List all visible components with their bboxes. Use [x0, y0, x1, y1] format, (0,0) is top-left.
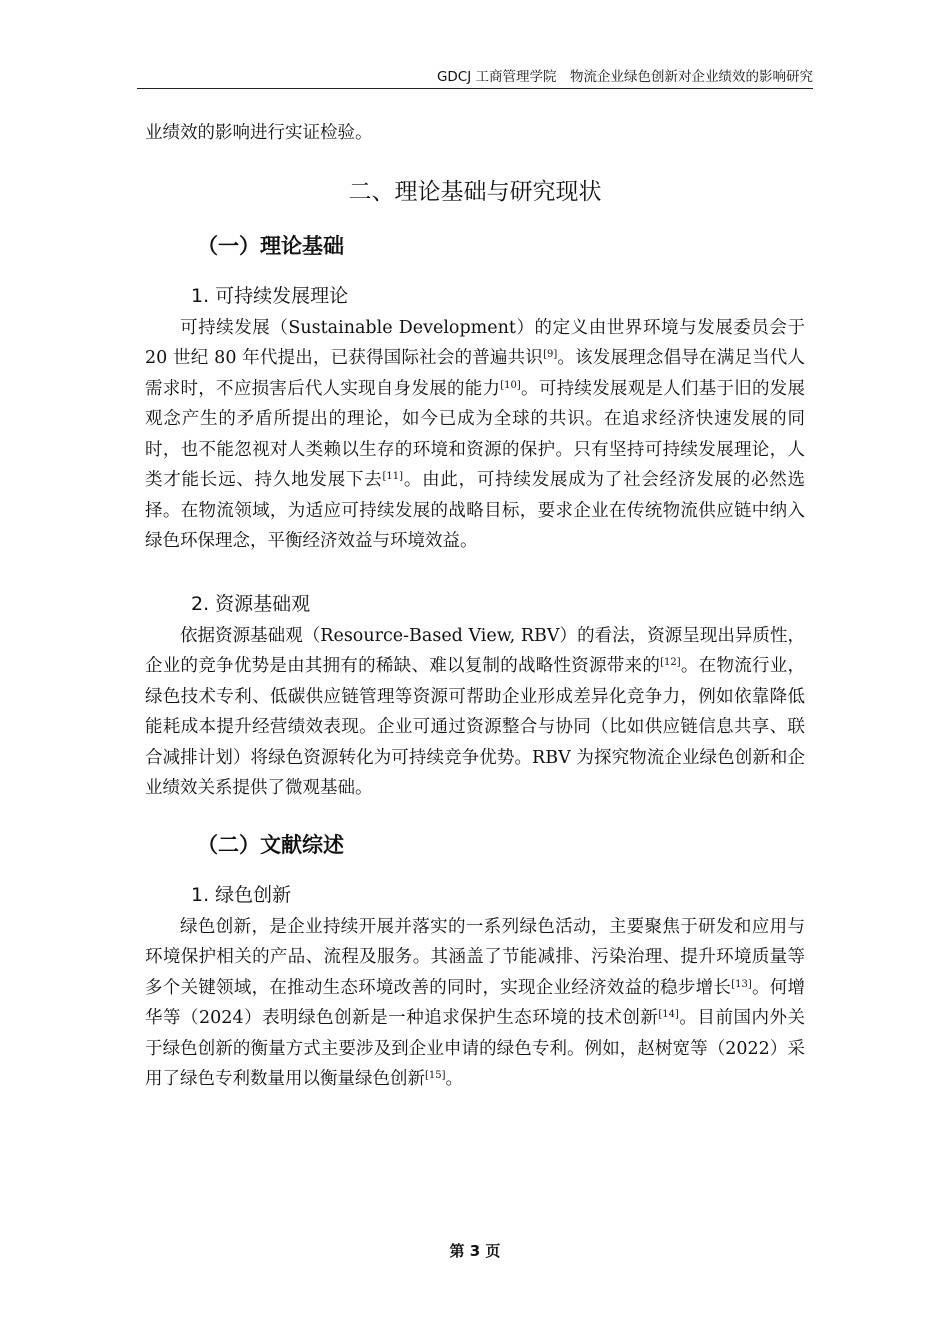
paragraph-sustainable-development: 可持续发展（Sustainable Development）的定义由世界环境与发展委员会于 20 世纪 80 年代提出，已获得国际社会的普遍共识[9]。该发展理念倡导在满足当代人需求时，不应损害后代人实现自身发展的能力[10]。可持续发展观是人们基于旧的发展观念产生的矛盾所提出的理论，如今已成为全球的共识。在追求经济快速发展的同时，也不能忽视对人类赖以生存的环境和资源的保护。只有坚持可持续发展理论，人类才能长远、持久地发展下去[11]。由此，可持续发展成为了社会经济发展的必然选择。在物流领域，为适应可持续发展的战略目标，要求企业在传统物流供应链中纳入绿色环保理念，平衡经济效益与环境效益。	[145, 317, 806, 551]
heading-sustainable-development: 1. 可持续发展理论	[191, 284, 349, 307]
citation-14: [14]	[658, 1009, 679, 1020]
citation-11: [11]	[382, 471, 404, 482]
intro-tail-paragraph: 业绩效的影响进行实证检验。	[145, 123, 373, 143]
citation-10: [10]	[500, 379, 521, 391]
page-number: 第 3 页	[449, 1242, 501, 1260]
subsection-title-theory: （一）理论基础	[197, 233, 344, 258]
page-body	[145, 118, 805, 1095]
heading-green-innovation: 1. 绿色创新	[191, 883, 292, 906]
running-header: GDCJ 工商管理学院 物流企业绿色创新对企业绩效的影响研究	[137, 68, 813, 89]
heading-resource-based-view: 2. 资源基础观	[191, 592, 311, 615]
citation-9: [9]	[543, 349, 558, 360]
citation-12: [12]	[660, 657, 681, 668]
citation-13: [13]	[731, 978, 752, 990]
subsection-title-literature: （二）文献综述	[197, 832, 344, 857]
paragraph-green-innovation: 绿色创新，是企业持续开展并落实的一系列绿色活动，主要聚焦于研发和应用与环境保护相关的产品、流程及服务。其涵盖了节能减排、污染治理、提升环境质量等多个关键领域，在推动生态环境改善的同时，实现企业经济效益的稳步增长[13]。何增华等（2024）表明绿色创新是一种追求保护生态环境的技术创新[14]。目前国内外关于绿色创新的衡量方式主要涉及到企业申请的绿色专利。例如，赵树宽等（2022）采用了绿色专利数量用以衡量绿色创新[15]。	[145, 916, 806, 1089]
paragraph-resource-based-view: 依据资源基础观（Resource-Based View, RBV）的看法，资源呈现出异质性，企业的竞争优势是由其拥有的稀缺、难以复制的战略性资源带来的[12]。在物流行业，绿色技术专利、低碳供应链管理等资源可帮助企业形成差异化竞争力，例如依靠降低能耗成本提升经营绩效表现。企业可通过资源整合与协同（比如供应链信息共享、联合减排计划）将绿色资源转化为可持续竞争优势。RBV 为探究物流企业绿色创新和企业绩效关系提供了微观基础。	[145, 625, 806, 798]
section-title: 二、理论基础与研究现状	[348, 178, 602, 205]
citation-15: [15]	[425, 1070, 446, 1081]
